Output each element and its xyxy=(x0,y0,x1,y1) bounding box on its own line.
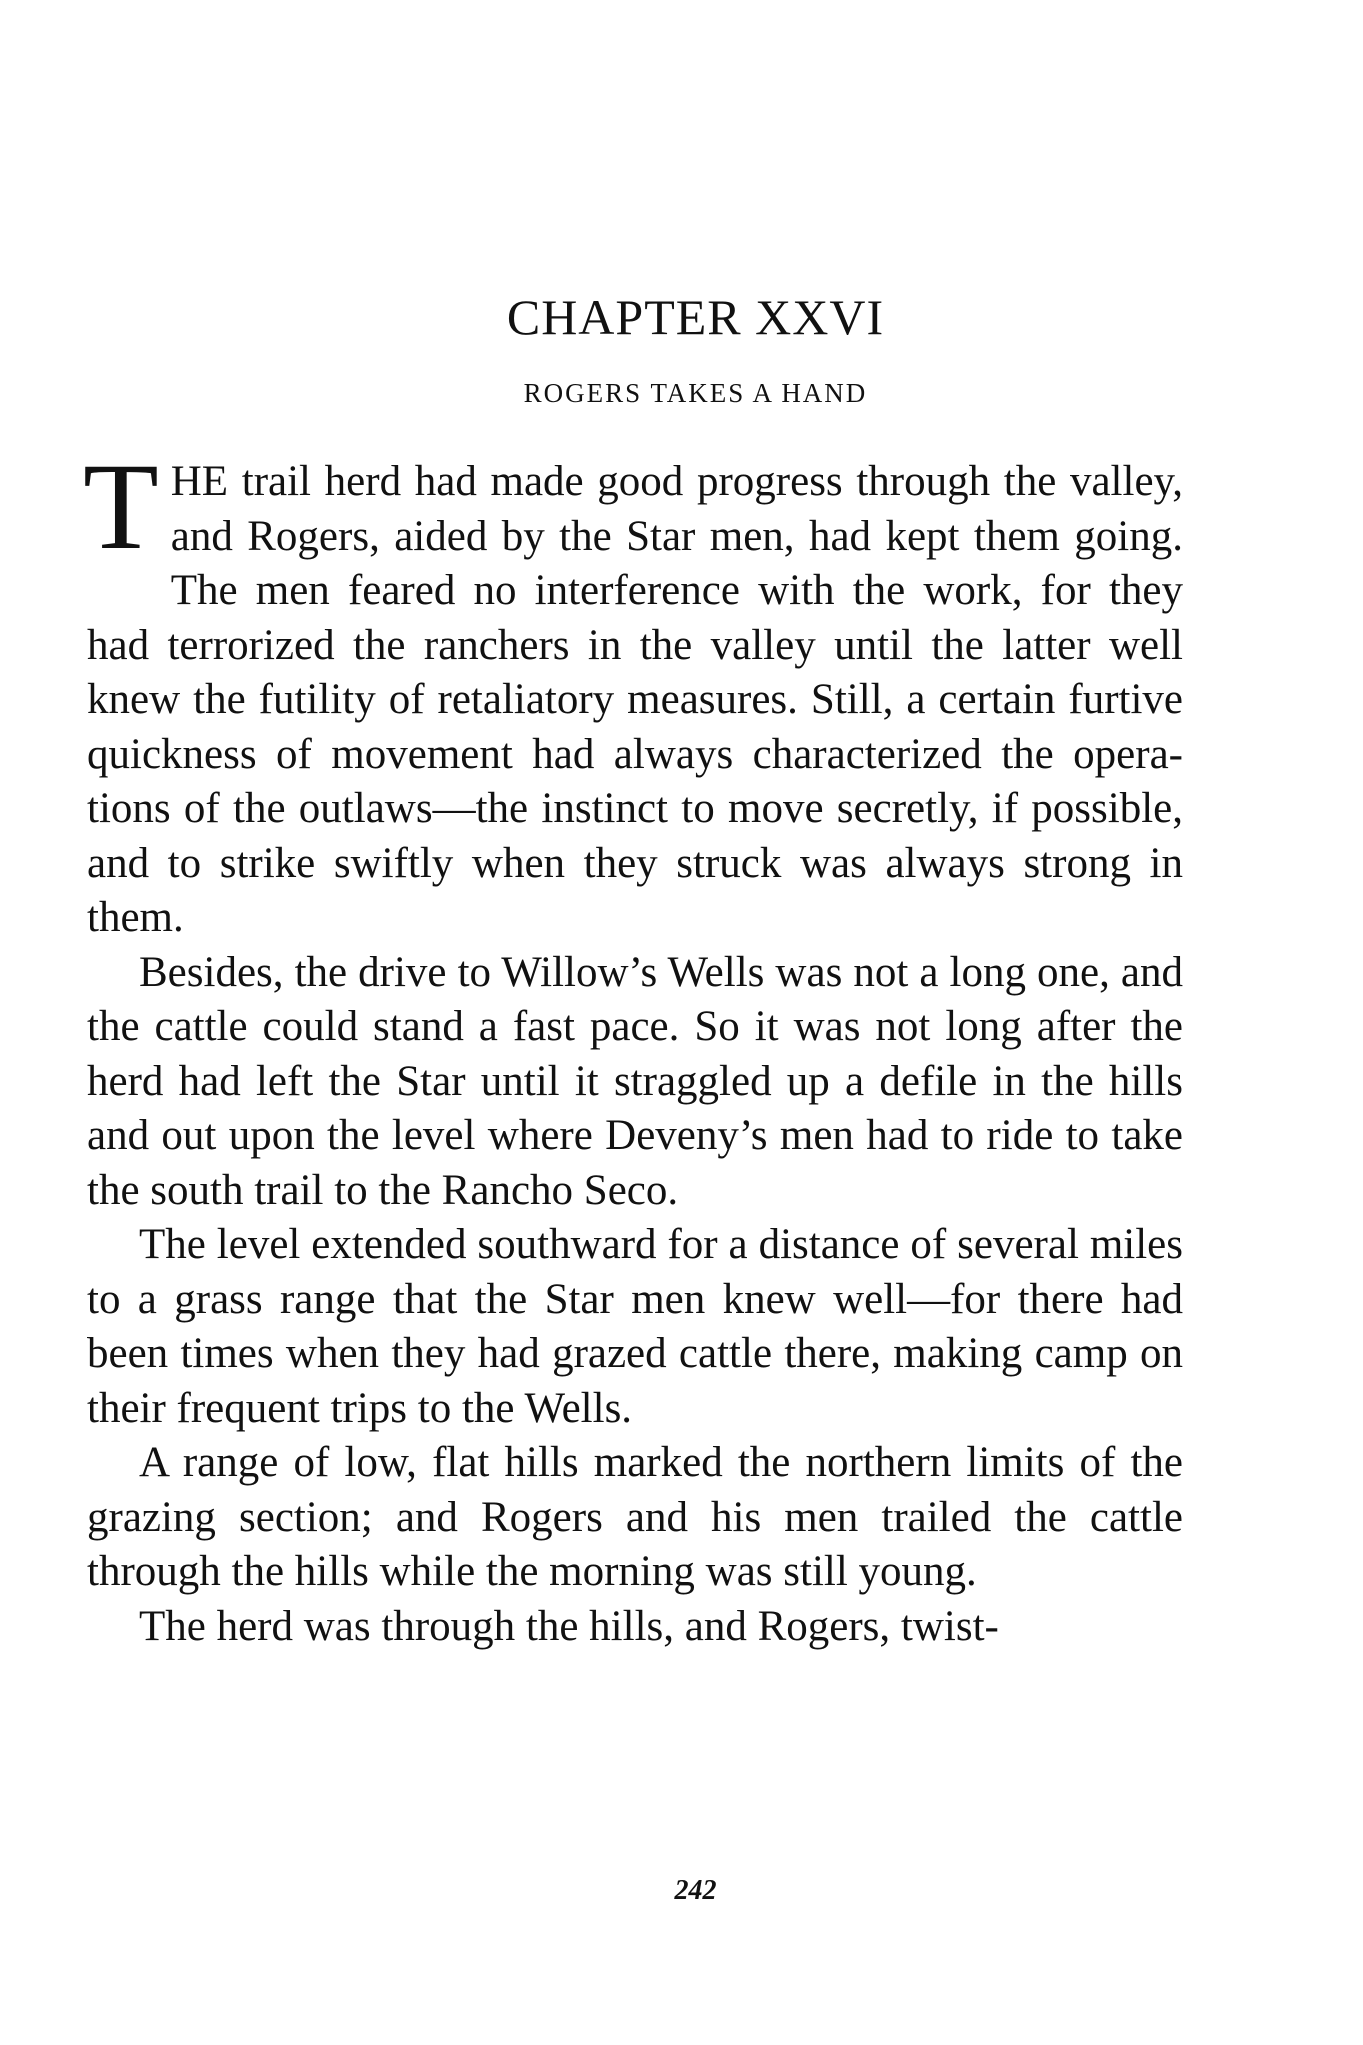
chapter-subtitle: ROGERS TAKES A HAND xyxy=(523,378,868,408)
page-number: 242 xyxy=(674,1875,717,1906)
paragraph-5: The herd was through the hills, and Rogers, twist- xyxy=(139,1602,999,1650)
paragraph-3: The level extended southward for a distance of several miles to a grass range that the Star men knew well—for there had been times when they had grazed cattle there, making camp on their frequent trips to the Wells. xyxy=(87,1221,1183,1432)
paragraph-1 xyxy=(83,438,1183,946)
paragraph-4: A range of low, flat hills marked the northern limits of the grazing section; and Rogers and his men trailed the cattle through the hills while the morning was still young. xyxy=(87,1439,1183,1595)
paragraph-2: Besides, the drive to Willow’s Wells was not a long one, and the cattle could stand a fast pace. So it was not long after the herd had left the Star until it straggled up a defile in the hills and out upon the level where Deveny’s men had to ride to take the south trail to the Rancho Seco. xyxy=(87,948,1183,1214)
paragraph-1-text: HE trail herd had made good progress through the valley, and Rogers, aided by the Star men, had kept them going. The men feared no interference with the work, for they had terrorized the ranchers in the valley until the latter well knew the futility of retaliatory measures. Still, a certain furtive quickness of movement had always characterized the operations of the outlaws—the instinct to move secretly, if possible, and to strike swiftly when they struck was always strong in them. xyxy=(87,458,1183,941)
chapter-title: CHAPTER XXVI xyxy=(506,289,885,345)
drop-cap: T xyxy=(83,438,159,575)
body-text xyxy=(83,438,1183,1654)
